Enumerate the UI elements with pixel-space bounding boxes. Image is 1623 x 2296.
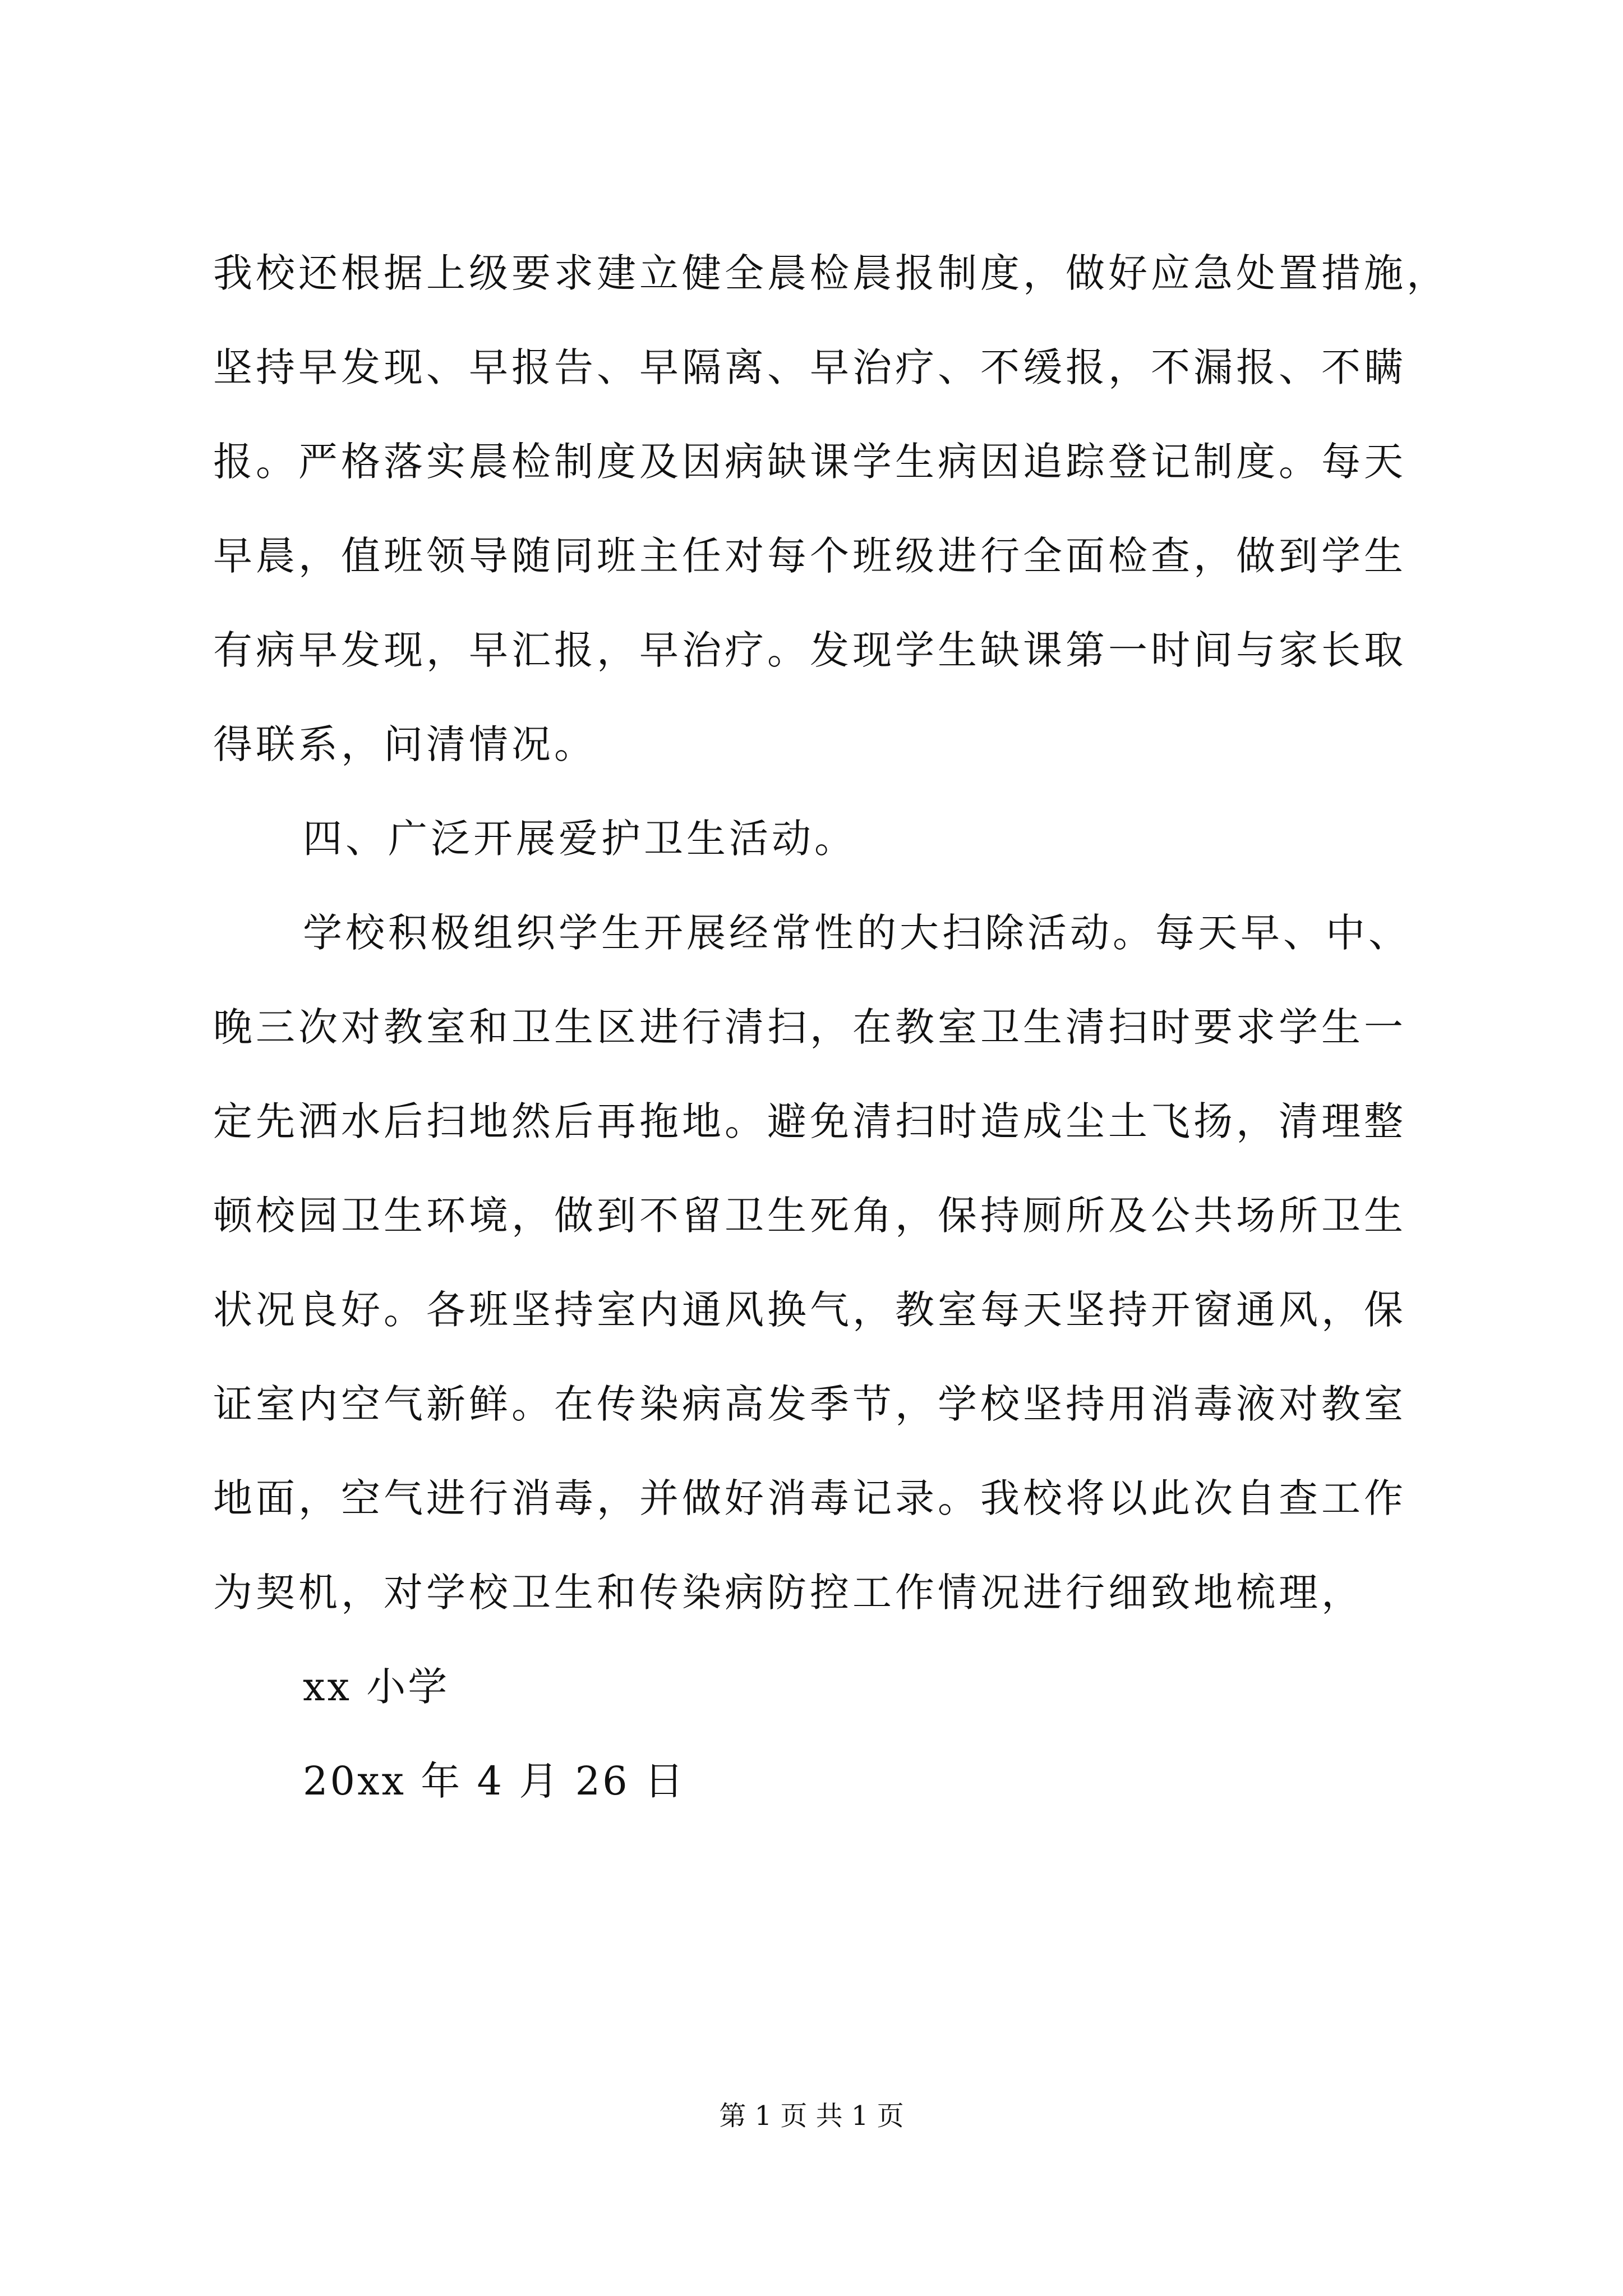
paragraph-2-line-1: 学校积极组织学生开展经常性的大扫除活动。每天早、中、 <box>303 910 1411 956</box>
paragraph-2-line-2: 晚三次对教室和卫生区进行清扫，在教室卫生清扫时要求学生一 <box>213 1004 1407 1050</box>
paragraph-1-line-3: 报。严格落实晨检制度及因病缺课学生病因追踪登记制度。每天 <box>213 439 1407 485</box>
signature-organization: xx 小学 <box>303 1664 450 1710</box>
paragraph-1-line-4: 早晨，值班领导随同班主任对每个班级进行全面检查，做到学生 <box>213 533 1407 579</box>
paragraph-2-line-6: 证室内空气新鲜。在传染病高发季节，学校坚持用消毒液对教室 <box>213 1381 1407 1427</box>
paragraph-2-line-5: 状况良好。各班坚持室内通风换气，教室每天坚持开窗通风，保 <box>213 1287 1407 1333</box>
paragraph-1-line-1: 我校还根据上级要求建立健全晨检晨报制度，做好应急处置措施， <box>213 250 1449 296</box>
paragraph-1-line-6: 得联系，问清情况。 <box>213 721 597 767</box>
signature-date: 20xx 年 4 月 26 日 <box>303 1758 686 1804</box>
paragraph-2-line-3: 定先洒水后扫地然后再拖地。避免清扫时造成尘土飞扬，清理整 <box>213 1098 1407 1144</box>
section-heading: 四、广泛开展爱护卫生活动。 <box>303 816 857 862</box>
paragraph-2-line-7: 地面，空气进行消毒，并做好消毒记录。我校将以此次自查工作 <box>213 1475 1407 1521</box>
paragraph-1-line-2: 坚持早发现、早报告、早隔离、早治疗、不缓报，不漏报、不瞒 <box>213 344 1407 390</box>
paragraph-2-line-8: 为契机，对学校卫生和传染病防控工作情况进行细致地梳理， <box>213 1570 1364 1616</box>
paragraph-2-line-4: 顿校园卫生环境，做到不留卫生死角，保持厕所及公共场所卫生 <box>213 1193 1407 1239</box>
paragraph-1-line-5: 有病早发现，早汇报，早治疗。发现学生缺课第一时间与家长取 <box>213 627 1407 673</box>
page-footer: 第 1 页 共 1 页 <box>719 2100 904 2132</box>
